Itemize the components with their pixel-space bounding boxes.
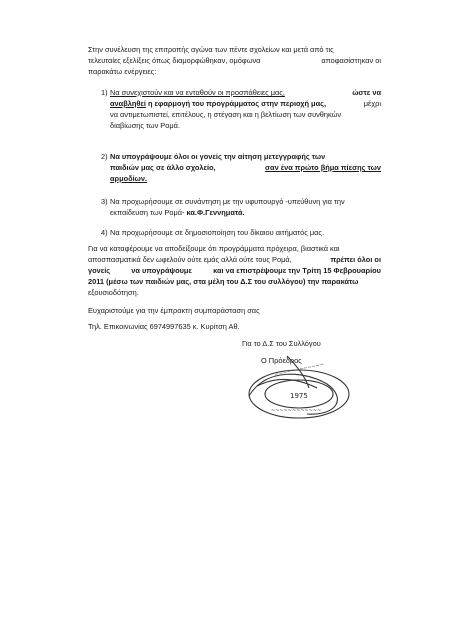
item-4-number: 4): [101, 228, 108, 237]
intro-line-2b: αποφασίστηκαν οι: [321, 56, 381, 65]
item-3-line-2: [110, 207, 381, 218]
intro-line-3: παρακάτω ενέργειες:: [88, 67, 157, 76]
closing-line-4: 2011 (μέσω των παιδιών μας, στα μέλη του Δ.Σ του συλλόγου) την παρακάτω: [88, 277, 359, 286]
stamp-year: 1975: [290, 392, 308, 400]
signature-president: Ο Πρόεδρος: [261, 356, 302, 365]
stamp-ring-text-top: ~~~~~~~~~~~~: [274, 361, 325, 378]
item-2: [110, 151, 381, 184]
item-1-text-d: η εφαρμογή του προγράμματος στην περιοχή μας,: [147, 99, 327, 108]
closing-line-5: εξουσιοδότηση.: [88, 288, 139, 297]
item-3: [110, 196, 381, 218]
item-1-line-2-left: [110, 98, 326, 109]
item-1-text-a: Να συνεχιστούν και να ενταθούν οι προσπάθειες μας,: [110, 88, 285, 97]
item-3-text-b: κα.Φ.Γεννηματά.: [186, 208, 245, 217]
intro-paragraph: [88, 44, 381, 77]
closing-line-3a: γονείς: [88, 266, 111, 275]
item-3-number: 3): [101, 197, 108, 206]
thanks-line: Ευχαριστούμε για την έμπρακτη συμπαράσταση σας: [88, 306, 260, 315]
closing-line-3: [88, 265, 381, 276]
phone-line: Τηλ. Επικοινωνίας 6974997635 κ. Κυρίτση Αθ.: [88, 322, 240, 331]
item-3-line-1: Να προχωρήσουμε σε συνάντηση με την υφυπουργό -υπεύθυνη για την: [110, 197, 345, 206]
item-2-line-3: αρμοδίων.: [110, 174, 148, 183]
closing-line-3b: να υπογράψουμε: [131, 266, 192, 275]
item-1-text-b: ώστε να: [352, 88, 381, 97]
item-2-text-b: σαν ένα πρώτο βήμα πίεσης των: [264, 163, 381, 172]
item-1-text-e: μέχρι: [363, 99, 381, 108]
item-1-text-c: αναβληθεί: [110, 99, 146, 108]
item-1-line-2: [110, 98, 381, 109]
item-2-text-a: παιδιών μας σε άλλο σχολείο,: [110, 163, 216, 172]
item-3-text-a: εκπαίδευση των Ρομά-: [110, 208, 185, 217]
stamp-ring-text-bottom: ~~~~~~~~~~~~: [271, 408, 322, 414]
closing-paragraph: [88, 243, 381, 298]
item-2-line-1: Να υπογράψουμε όλοι οι γονείς την αίτηση μετεγγραφής των: [110, 152, 326, 161]
closing-line-2b: πρέπει όλοι οι: [330, 255, 381, 264]
item-1-line-4: διαβίωσης των Ρομά.: [110, 121, 180, 130]
item-2-number: 2): [101, 152, 108, 161]
closing-line-2a: αποσπασματικά δεν ωφελούν ούτε εμάς αλλά ούτε τους Ρομά,: [88, 255, 292, 264]
closing-line-2: [88, 254, 381, 265]
association-stamp: [227, 336, 377, 426]
item-1-line-3: να αντιμετωπιστεί, επιτέλους, η στέγαση και η βελτίωση των συνθηκών: [110, 110, 342, 119]
item-1-number: 1): [101, 88, 108, 97]
item-1-line-1: [110, 87, 381, 98]
item-2-line-2: [110, 162, 381, 173]
closing-line-3c: και να επιστρέψουμε την Τρίτη 15 Φεβρουαρίου: [213, 266, 381, 275]
item-1: [110, 87, 381, 131]
signature-for-board: Για το Δ.Σ του Συλλόγου: [242, 339, 321, 348]
intro-line-2: [88, 55, 381, 66]
closing-line-1: Για να καταφέρουμε να αποδείξουμε ότι προγράμματα πρόχειρα, βιαστικά και: [88, 244, 340, 253]
item-4-line-1: Να προχωρήσουμε σε δημοσιοποίηση του δίκαιου αιτήματός μας.: [110, 228, 325, 237]
intro-line-2a: τελευταίες εξελίξεις όπως διαμορφώθηκαν, ομόφωνα: [88, 56, 261, 65]
item-4: [110, 227, 381, 238]
intro-line-1: Στην συνέλευση της επιτροπής αγώνα των πέντε σχολείων και μετά από τις: [88, 45, 334, 54]
